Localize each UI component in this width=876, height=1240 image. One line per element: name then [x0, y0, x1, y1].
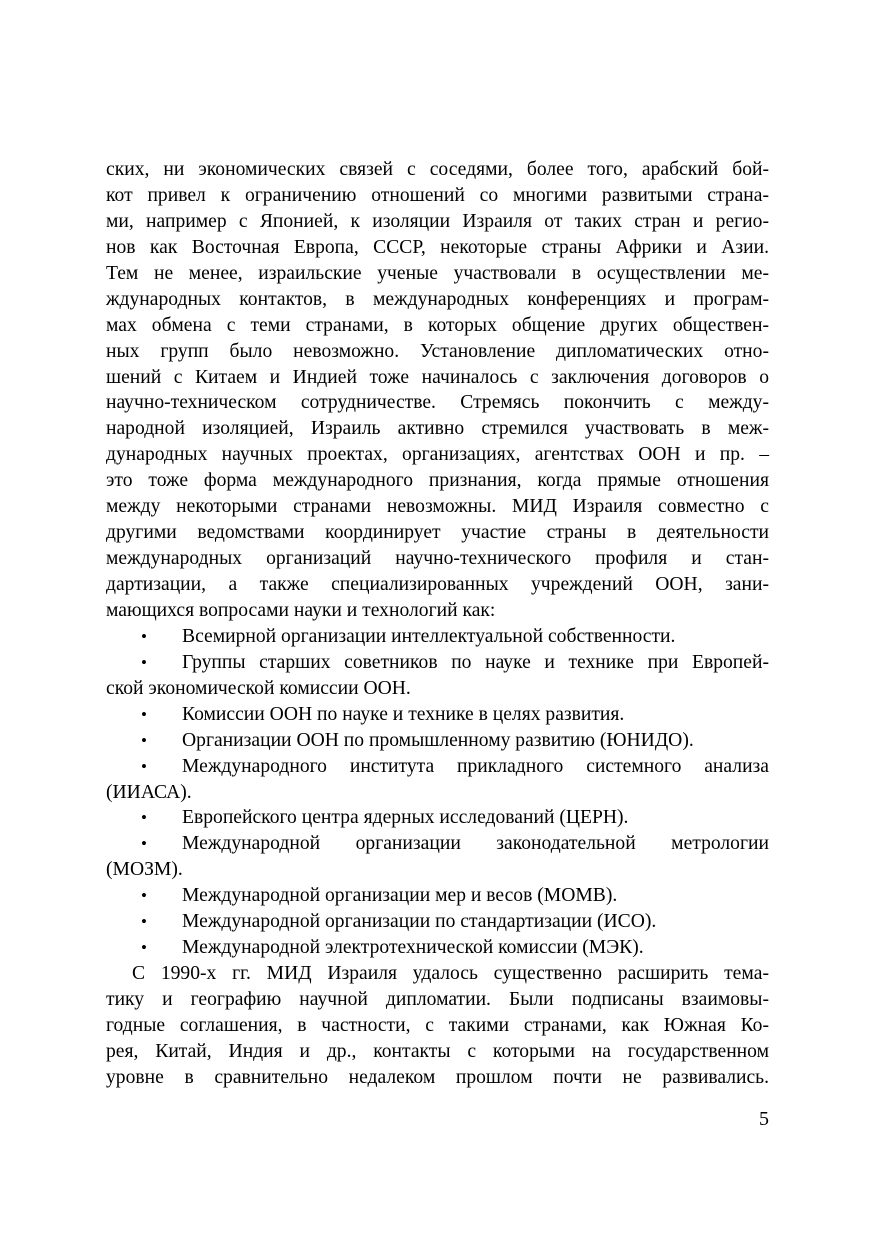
text-line: это тоже форма международного признания, когда прямые отношения [106, 470, 769, 492]
list-item-text: Всемирной организации интеллектуальной собственности. [182, 625, 676, 647]
bullet-icon: • [141, 808, 147, 828]
text-line: тику и географию научной дипломатии. Были подписаны взаимовы- [106, 989, 769, 1010]
page-number: 5 [759, 1108, 769, 1130]
text-line: народной изоляцией, Израиль активно стремился участвовать в меж- [106, 418, 769, 440]
text-line: рея, Китай, Индия и др., контакты с которыми на государственном [106, 1040, 769, 1062]
text-line: научно-техническом сотрудничестве. Стремясь покончить с между- [106, 392, 769, 414]
bullet-icon: • [141, 626, 147, 646]
text-line: мах обмена с теми странами, в которых общение других обществен- [106, 314, 769, 336]
text-line: дартизации, а также специализированных учреждений ООН, зани- [106, 574, 769, 595]
list-item-text: Организации ООН по промышленному развитию (ЮНИДО). [182, 729, 694, 751]
bullet-icon: • [141, 834, 147, 854]
text-line: международных организаций научно-технического профиля и стан- [106, 548, 769, 570]
text-line: ми, например с Японией, к изоляции Израиля от таких стран и регио- [106, 210, 769, 232]
bullet-icon: • [141, 912, 147, 932]
text-line: ждународных контактов, в международных конференциях и програм- [106, 288, 769, 310]
list-item-text: Международной организации законодательной метрологии [182, 833, 769, 855]
bullet-icon: • [141, 704, 147, 724]
list-item-continuation: (МОЗМ). [106, 859, 183, 881]
text-line: другими ведомствами координирует участие страны в деятельности [106, 522, 769, 544]
text-line: мающихся вопросами науки и технологий как: [106, 599, 496, 621]
paragraph [106, 157, 769, 624]
text-line: дународных научных проектах, организациях, агентствах ООН и пр. – [106, 444, 769, 466]
text-line: Тем не менее, израильские ученые участвовали в осуществлении ме- [106, 262, 769, 284]
text-line: годные соглашения, в частности, с такими странами, как Южная Ко- [106, 1014, 769, 1036]
text-line: ских, ни экономических связей с соседями, более того, арабский бой- [106, 159, 769, 180]
text-line: С 1990-х гг. МИД Израиля удалось существенно расширить темa- [132, 963, 769, 985]
page-body [106, 157, 769, 1091]
list-item-text: Международной организации по стандартизации (ИСО). [182, 911, 657, 933]
list-item [106, 728, 769, 754]
list-item-continuation: (ИИАСА). [106, 781, 192, 803]
bullet-icon: • [141, 652, 147, 672]
text-line: шений с Китаем и Индией тоже начиналось с заключения договоров о [106, 366, 769, 388]
list-item [106, 805, 769, 831]
list-item [106, 883, 769, 909]
list-item [106, 702, 769, 728]
list-item [106, 754, 769, 806]
list-item [106, 909, 769, 935]
list-item-continuation: ской экономической комиссии ООН. [106, 677, 411, 699]
list-item-text: Группы старших советников по науке и технике при Европей- [182, 651, 769, 673]
bullet-icon: • [141, 886, 147, 906]
text-line: нов как Восточная Европа, СССР, некоторые страны Африки и Азии. [106, 236, 769, 258]
list-item-text: Комиссии ООН по науке и технике в целях развития. [182, 703, 625, 725]
list-item-text: Международного института прикладного системного анализа [182, 755, 769, 777]
bullet-icon: • [141, 730, 147, 750]
text-line: уровне в сравнительно недалеком прошлом почти не развивались. [106, 1066, 769, 1088]
list-item [106, 624, 769, 650]
list-item [106, 650, 769, 702]
bullet-icon: • [141, 756, 147, 776]
text-line: ных групп было невозможно. Установление дипломатических отно- [106, 340, 769, 362]
text-line: кот привел к ограничению отношений со многими развитыми страна- [106, 184, 769, 206]
organization-list [106, 624, 769, 961]
text-line: между некоторыми странами невозможны. МИД Израиля совместно с [106, 496, 769, 518]
list-item-text: Европейского центра ядерных исследований (ЦЕРН). [182, 807, 629, 829]
list-item-text: Международной электротехнической комиссии (МЭК). [182, 937, 644, 959]
bullet-icon: • [141, 938, 147, 958]
list-item [106, 935, 769, 961]
list-item [106, 831, 769, 883]
list-item-text: Международной организации мер и весов (МОМВ). [182, 885, 618, 907]
paragraph [106, 961, 769, 1091]
